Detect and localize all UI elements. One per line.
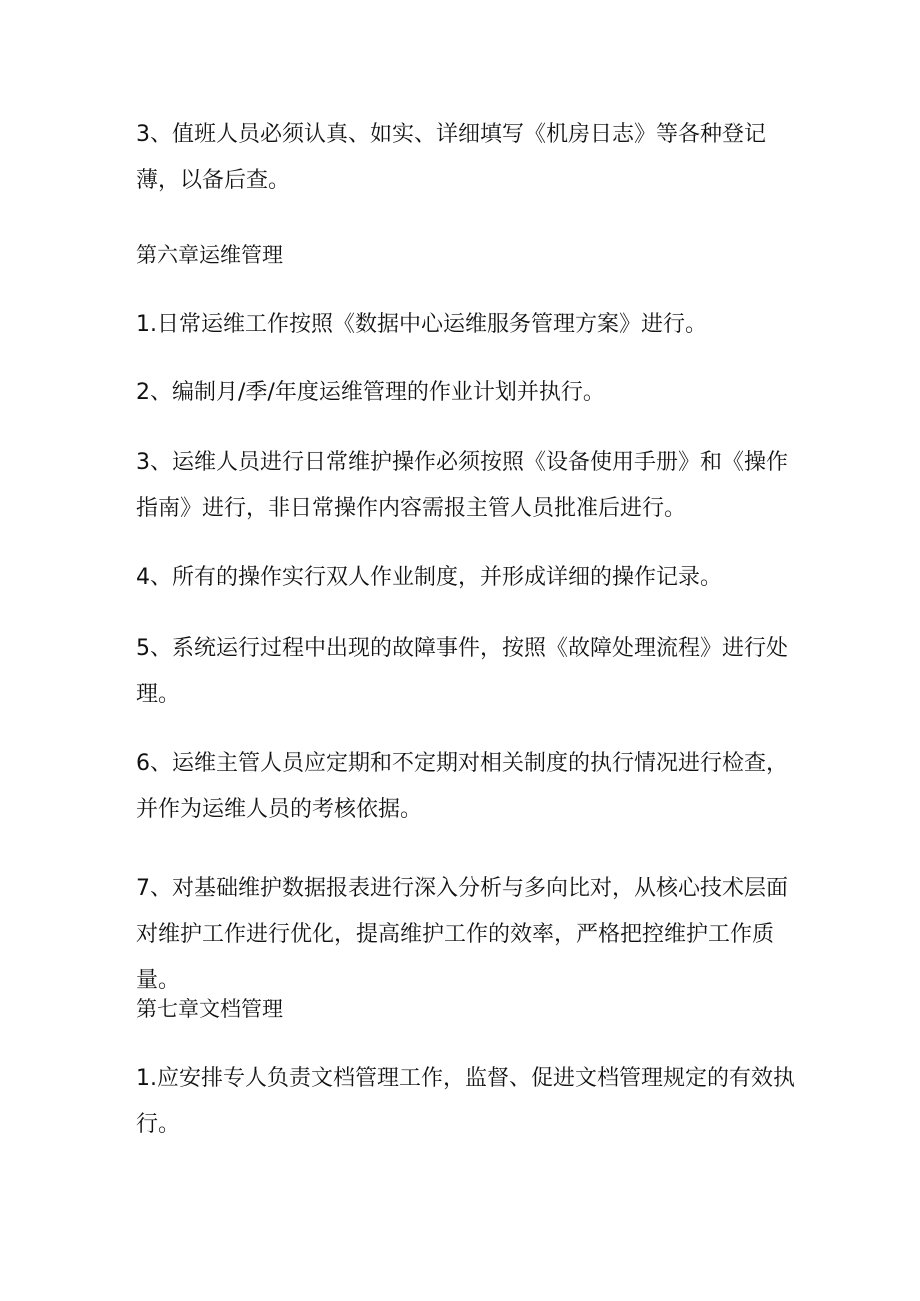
paragraph-duty-log: 3、值班人员必须认真、如实、详细填写《机房日志》等各种登记薄，以备后查。 — [136, 122, 766, 193]
paragraph-docs-item-1: 1.应安排专人负责文档管理工作，监督、促进文档管理规定的有效执行。 — [136, 1066, 795, 1137]
paragraph-ops-item-1: 1.日常运维工作按照《数据中心运维服务管理方案》进行。 — [136, 312, 707, 337]
chapter-heading-operations: 第六章运维管理 — [136, 243, 283, 267]
paragraph-ops-item-3: 3、运维人员进行日常维护操作必须按照《设备使用手册》和《操作指南》进行，非日常操作内容需报主管人员批准后进行。 — [136, 450, 788, 521]
paragraph-ops-item-2: 2、编制月/季/年度运维管理的作业计划并执行。 — [136, 380, 605, 405]
chapter-heading-documents: 第七章文档管理 — [136, 997, 283, 1021]
paragraph-ops-item-6: 6、运维主管人员应定期和不定期对相关制度的执行情况进行检查，并作为运维人员的考核依据。 — [136, 751, 788, 822]
paragraph-ops-item-7: 7、对基础维护数据报表进行深入分析与多向比对，从核心技术层面对维护工作进行优化，提高维护工作的效率，严格把控维护工作质量。 — [136, 876, 788, 993]
paragraph-ops-item-5: 5、系统运行过程中出现的故障事件，按照《故障处理流程》进行处理。 — [136, 636, 788, 707]
paragraph-ops-item-4: 4、所有的操作实行双人作业制度，并形成详细的操作记录。 — [136, 565, 722, 590]
